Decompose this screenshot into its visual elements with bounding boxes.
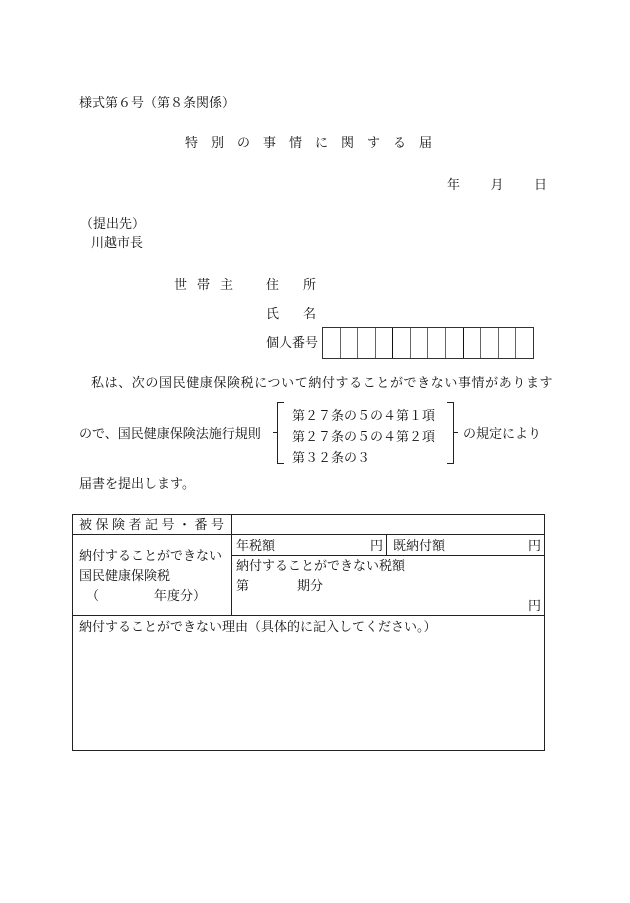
law-article: 第２７条の５の４第２項	[292, 430, 436, 445]
row-divider	[73, 534, 544, 535]
unpayable-amount-unit: 円	[528, 599, 542, 614]
insured-number-label: 被保険者記号・番号	[79, 518, 228, 533]
mynumber-digit-box[interactable]	[516, 328, 533, 358]
mynumber-digit-box[interactable]	[376, 328, 394, 358]
law-article-list	[292, 406, 435, 469]
mynumber-digit-box[interactable]	[358, 328, 376, 358]
mynumber-digit-box[interactable]	[341, 328, 359, 358]
body-line-1: 私は、次の国民健康保険税について納付することができない事情があります	[91, 376, 554, 391]
fiscal-year-open: （	[86, 589, 100, 604]
law-article: 第３２条の３	[292, 451, 371, 466]
body-line-3: 届書を提出します。	[79, 477, 195, 492]
body-line-2-lead: ので、国民健康保険法施行規則	[79, 427, 261, 442]
householder-heading: 世帯主	[174, 278, 244, 293]
submission-recipient: 川越市長	[91, 236, 144, 251]
document-title: 特別の事情に関する届	[184, 136, 445, 151]
date-year: 年	[447, 178, 461, 193]
column-divider	[231, 515, 232, 615]
name-label: 氏名	[266, 307, 341, 322]
row-divider	[73, 615, 544, 616]
form-number: 様式第６号（第８条関係）	[79, 96, 236, 111]
paid-amount-unit: 円	[528, 539, 542, 554]
mynumber-digit-box[interactable]	[446, 328, 464, 358]
annual-tax-unit: 円	[370, 539, 384, 554]
mynumber-label: 個人番号	[266, 336, 319, 351]
column-divider	[386, 534, 387, 555]
mynumber-digit-box[interactable]	[499, 328, 517, 358]
row-divider	[232, 555, 544, 556]
left-brace	[277, 402, 284, 464]
mynumber-digit-box[interactable]	[428, 328, 446, 358]
unpayable-amount-label: 納付することができない税額	[236, 559, 406, 574]
mynumber-digit-box[interactable]	[464, 328, 482, 358]
period-prefix: 第	[236, 579, 250, 594]
mynumber-digit-box[interactable]	[393, 328, 411, 358]
body-line-2-tail: の規定により	[463, 427, 542, 442]
fiscal-year-close: 年度分）	[154, 589, 207, 604]
tax-info-table	[72, 514, 545, 751]
mynumber-digit-box[interactable]	[323, 328, 341, 358]
annual-tax-label: 年税額	[236, 539, 276, 554]
date-day: 日	[533, 178, 547, 193]
period-suffix: 期分	[297, 579, 324, 594]
unpaid-tax-label: 納付することができない	[79, 549, 223, 564]
mynumber-field[interactable]	[322, 327, 534, 359]
unpaid-tax-label-2: 国民健康保険税	[79, 569, 171, 584]
right-brace	[447, 402, 454, 464]
date-line	[447, 179, 547, 192]
reason-label: 納付することができない理由（具体的に記入してください。）	[79, 620, 437, 635]
date-month: 月	[490, 178, 504, 193]
law-article: 第２７条の５の４第１項	[292, 409, 436, 424]
address-label: 住所	[266, 278, 341, 293]
mynumber-digit-box[interactable]	[481, 328, 499, 358]
paid-amount-label: 既納付額	[393, 539, 446, 554]
mynumber-digit-box[interactable]	[411, 328, 429, 358]
submission-label: （提出先）	[80, 217, 146, 232]
